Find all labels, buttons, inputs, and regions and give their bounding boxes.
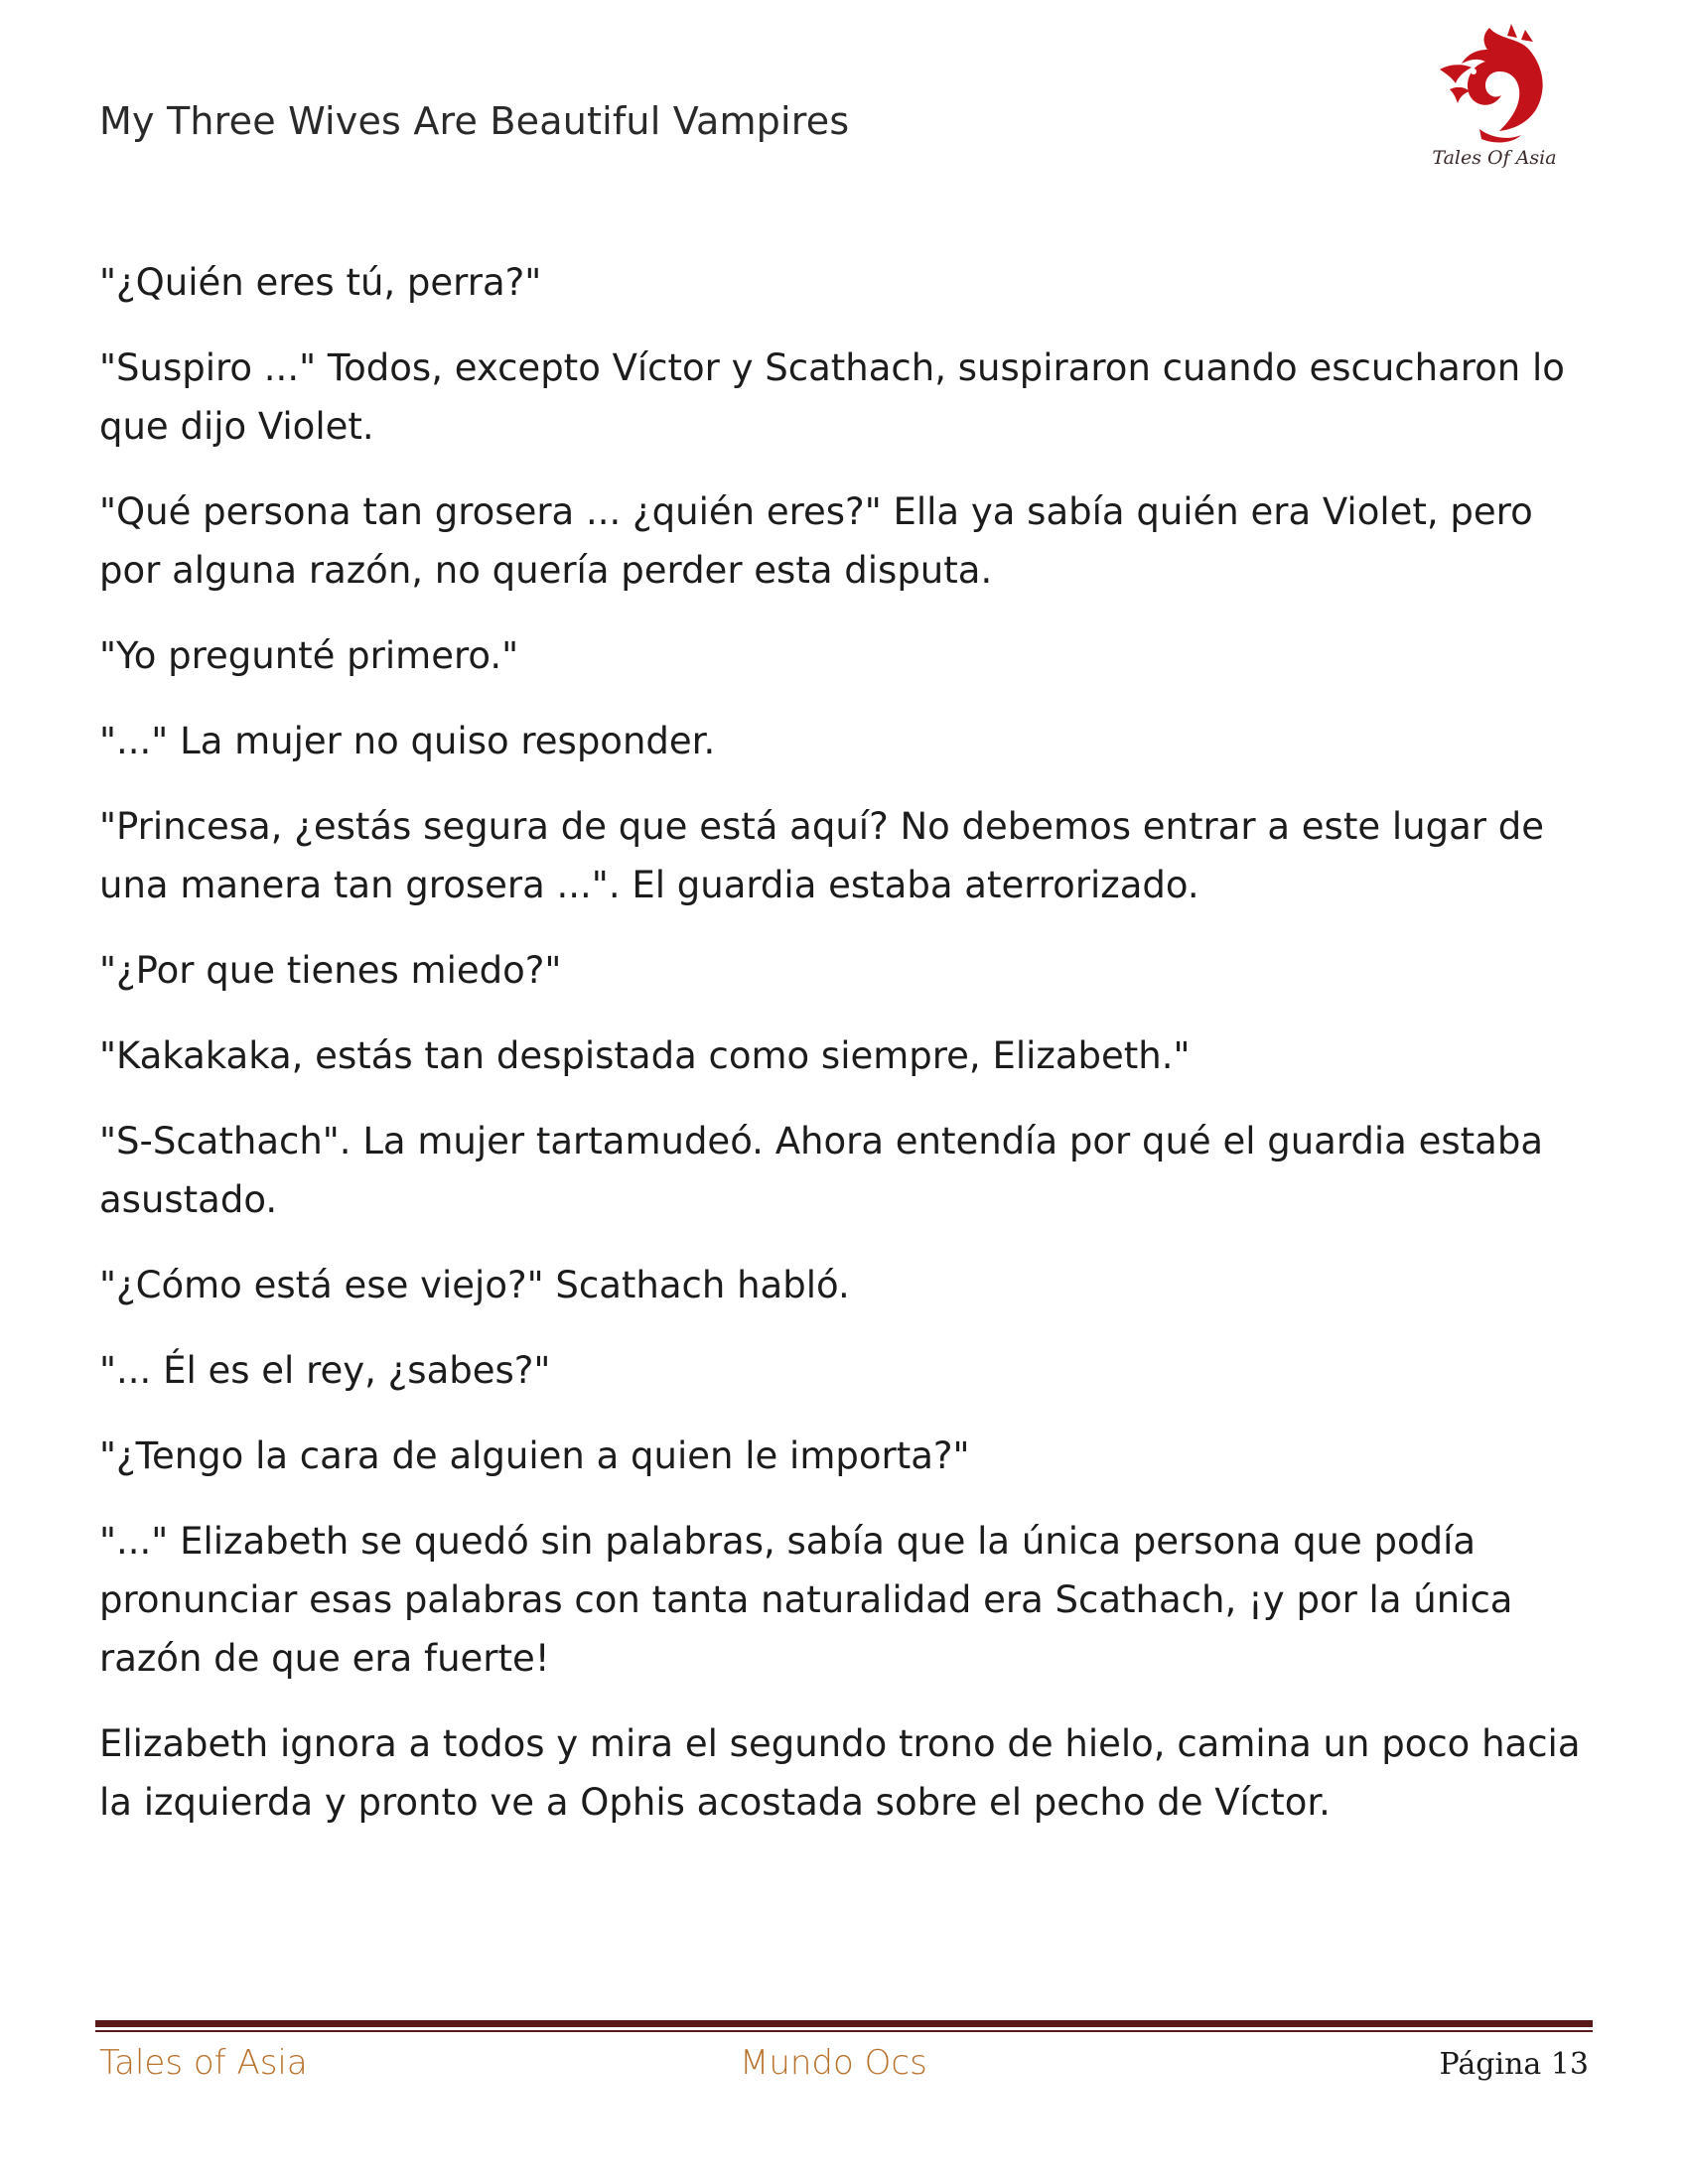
paragraph: Elizabeth ignora a todos y mira el segundo trono de hielo, camina un poco hacia la izquierda y pronto ve a Ophis acostada sobre el pecho de Víctor.	[99, 1722, 1581, 1824]
dragon-icon	[1430, 20, 1559, 149]
footer-divider-thick	[95, 2020, 1593, 2027]
paragraph: "..." La mujer no quiso responder.	[99, 720, 716, 762]
paragraph: "... Él es el rey, ¿sabes?"	[99, 1349, 551, 1392]
paragraph: "..." Elizabeth se quedó sin palabras, sabía que la única persona que podía pronunciar esas palabras con tanta naturalidad era Scathach, ¡y por la única razón de que era fuerte!	[99, 1520, 1513, 1680]
footer-divider-thin	[95, 2030, 1593, 2032]
paragraph: "Suspiro ..." Todos, excepto Víctor y Scathach, suspiraron cuando escucharon lo que dijo Violet.	[99, 346, 1565, 448]
footer-section: Mundo Ocs	[740, 2043, 927, 2083]
logo-text: Tales Of Asia	[1432, 147, 1557, 169]
footer-publisher: Tales of Asia	[99, 2043, 308, 2083]
red-dragon-logo-icon	[1430, 20, 1559, 179]
paragraph: "Yo pregunté primero."	[99, 634, 519, 677]
page-number: Página 13	[1439, 2047, 1589, 2082]
document-title: My Three Wives Are Beautiful Vampires	[99, 99, 850, 143]
paragraph: "¿Tengo la cara de alguien a quien le importa?"	[99, 1434, 970, 1477]
paragraph: "S-Scathach". La mujer tartamudeó. Ahora entendía por qué el guardia estaba asustado.	[99, 1120, 1544, 1221]
paragraph: "Kakakaka, estás tan despistada como siempre, Elizabeth."	[99, 1034, 1191, 1077]
paragraph: "¿Cómo está ese viejo?" Scathach habló.	[99, 1264, 850, 1306]
paragraph: "Princesa, ¿estás segura de que está aquí? No debemos entrar a este lugar de una manera tan grosera ...". El guardia estaba aterrorizado.	[99, 805, 1544, 906]
chapter-body	[99, 253, 1589, 1858]
paragraph: "¿Por que tienes miedo?"	[99, 949, 562, 992]
paragraph: "¿Quién eres tú, perra?"	[99, 261, 542, 304]
paragraph: "Qué persona tan grosera ... ¿quién eres?" Ella ya sabía quién era Violet, pero por alguna razón, no quería perder esta disputa.	[99, 490, 1533, 592]
